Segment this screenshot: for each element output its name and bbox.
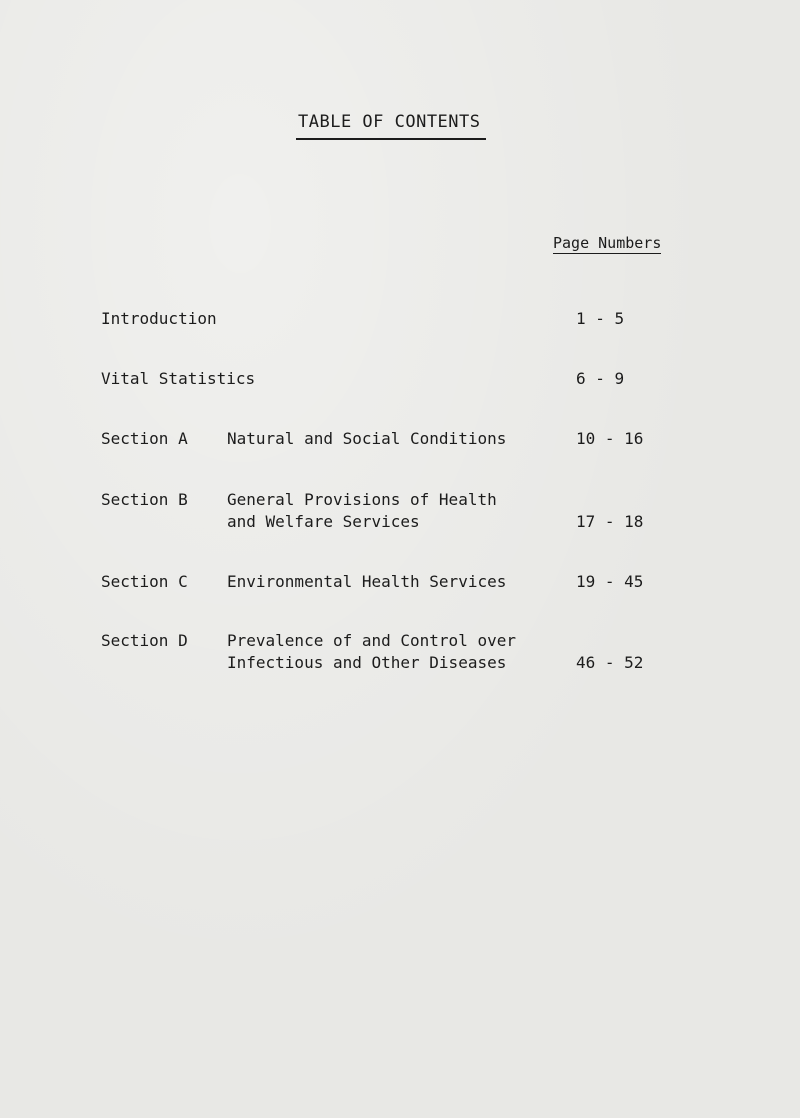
toc-section-label: Section A bbox=[101, 429, 188, 448]
page-numbers-header: Page Numbers bbox=[553, 234, 662, 252]
page-title: TABLE OF CONTENTS bbox=[298, 112, 481, 132]
toc-description-line: Natural and Social Conditions bbox=[227, 429, 507, 448]
title-underline bbox=[296, 138, 486, 140]
toc-description-line: Prevalence of and Control over bbox=[227, 631, 516, 650]
toc-section-label: Vital Statistics bbox=[101, 369, 256, 388]
toc-description bbox=[227, 428, 506, 450]
toc-section-label: Section D bbox=[101, 631, 188, 650]
toc-description-line: General Provisions of Health bbox=[227, 490, 497, 509]
toc-page-range: 46 - 52 bbox=[576, 653, 644, 672]
toc-page-range: 17 - 18 bbox=[576, 512, 644, 531]
toc-page-range: 19 - 45 bbox=[576, 572, 644, 591]
toc-description-line: and Welfare Services bbox=[227, 512, 420, 531]
toc-description bbox=[227, 571, 506, 593]
toc-page-range: 6 - 9 bbox=[576, 369, 625, 388]
toc-page-range: 10 - 16 bbox=[576, 429, 644, 448]
toc-section-label: Section B bbox=[101, 490, 188, 509]
toc-section-label: Section C bbox=[101, 572, 188, 591]
toc-section-label: Introduction bbox=[101, 309, 217, 328]
toc-page-range: 1 - 5 bbox=[576, 309, 625, 328]
toc-description bbox=[227, 489, 497, 533]
toc-description-line: Environmental Health Services bbox=[227, 572, 507, 591]
toc-description-line: Infectious and Other Diseases bbox=[227, 653, 507, 672]
toc-description bbox=[227, 630, 516, 674]
